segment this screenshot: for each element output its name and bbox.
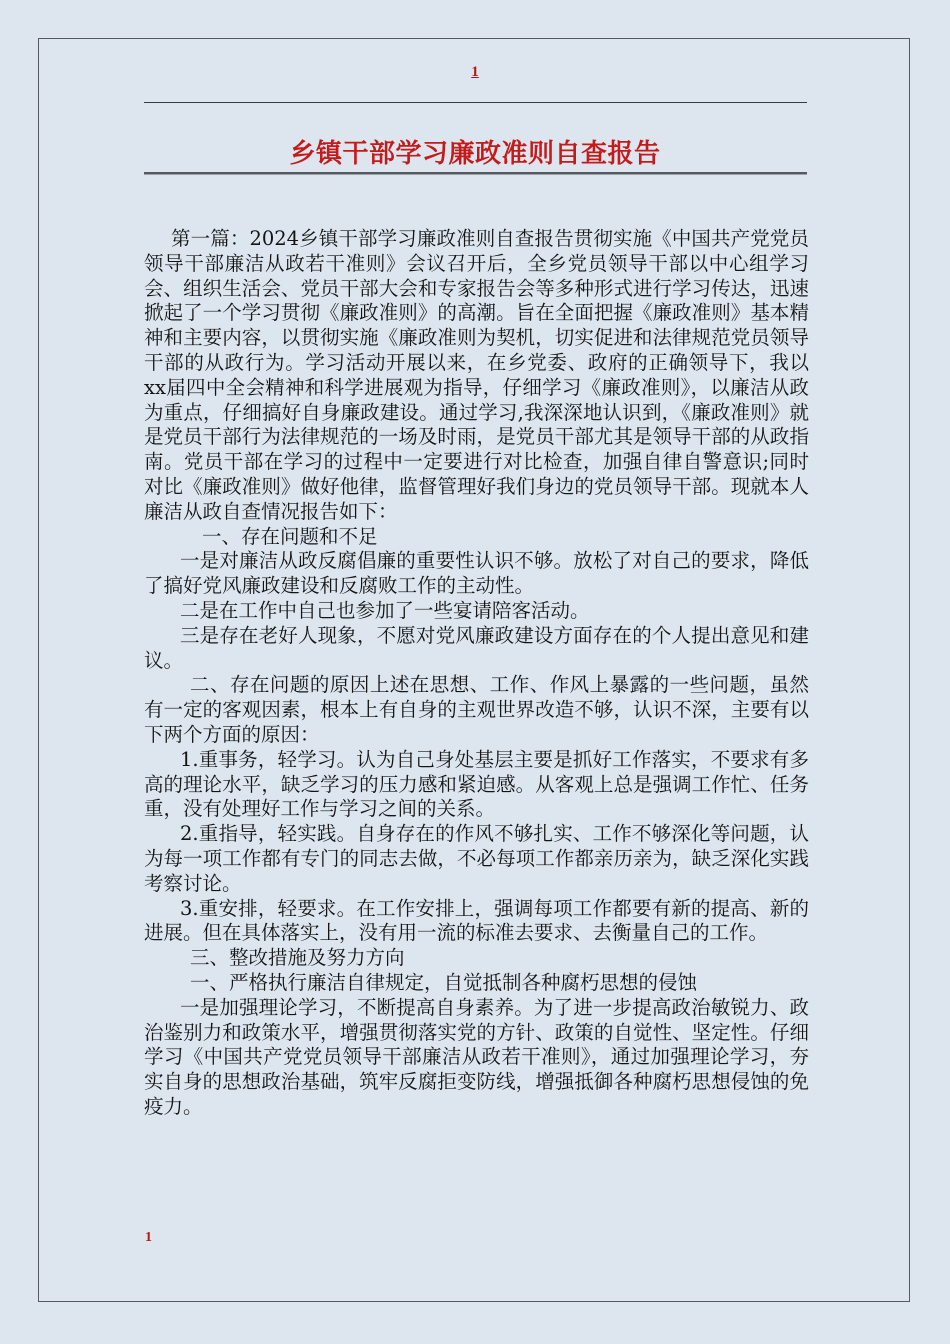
- header-divider: [144, 102, 807, 103]
- footer-page-number: 1: [145, 1230, 152, 1245]
- list-item: 2.重指导，轻实践。自身存在的作风不够扎实、工作不够深化等问题，认为每一项工作都有专门的同志去做，不必每项工作都亲历亲为，缺乏深化实践考察讨论。: [144, 822, 809, 895]
- document-title: 乡镇干部学习廉政准则自查报告: [289, 139, 661, 169]
- header-page-number: 1: [471, 64, 479, 80]
- paragraph-intro: 第一篇：2024乡镇干部学习廉政准则自查报告贯彻实施《中国共产党党员领导干部廉洁从政若干准则》会议召开后，全乡党员领导干部以中心组学习会、组织生活会、党员干部大会和专家报告会等多种形式进行学习传达，迅速掀起了一个学习贯彻《廉政准则》的高潮。旨在全面把握《廉政准则》基本精神和主要内容，以贯彻实施《廉政准则为契机，切实促进和法律规范党员领导干部的从政行为。学习活动开展以来，在乡党委、政府的正确领导下，我以xx届四中全会精神和科学进展观为指导，仔细学习《廉政准则》，以廉洁从政为重点，仔细搞好自身廉政建设。通过学习,我深深地认识到，《廉政准则》就是党员干部行为法律规范的一场及时雨，是党员干部尤其是领导干部的从政指南。党员干部在学习的过程中一定要进行对比检查，加强自律自警意识;同时对比《廉政准则》做好他律，监督管理好我们身边的党员领导干部。现就本人廉洁从政自查情况报告如下：: [144, 227, 809, 523]
- paragraph: 一是加强理论学习，不断提高自身素养。为了进一步提高政治敏锐力、政治鉴别力和政策水平，增强贯彻落实党的方针、政策的自觉性、坚定性。仔细学习《中国共产党党员领导干部廉洁从政若干准则》，通过加强理论学习，夯实自身的思想政治基础，筑牢反腐拒变防线，增强抵御各种腐朽思想侵蚀的免疫力。: [144, 995, 809, 1118]
- section-heading: 一、存在问题和不足: [202, 524, 378, 548]
- section-heading: 三、整改措施及努力方向: [190, 946, 405, 970]
- list-item: 1.重事务，轻学习。认为自己身处基层主要是抓好工作落实，不要求有多高的理论水平，缺乏学习的压力感和紧迫感。从客观上总是强调工作忙、任务重，没有处理好工作与学习之间的关系。: [144, 747, 809, 821]
- title-divider: [144, 172, 807, 175]
- section-heading-paragraph: 二、存在问题的原因上述在思想、工作、作风上暴露的一些问题，虽然有一定的客观因素，根本上有自身的主观世界改造不够，认识不深，主要有以下两个方面的原因：: [144, 673, 809, 746]
- paragraph: 二是在工作中自己也参加了一些宴请陪客活动。: [180, 598, 590, 622]
- document-body: [144, 227, 809, 1120]
- paragraph: 三是存在老好人现象，不愿对党风廉政建设方面存在的个人提出意见和建议。: [144, 623, 809, 672]
- subsection-heading: 一、严格执行廉洁自律规定，自觉抵制各种腐朽思想的侵蚀: [190, 970, 698, 994]
- list-item: 3.重安排，轻要求。在工作安排上，强调每项工作都要有新的提高、新的进展。但在具体落实上，没有用一流的标准去要求、去衡量自己的工作。: [144, 896, 809, 945]
- paragraph: 一是对廉洁从政反腐倡廉的重要性认识不够。放松了对自己的要求，降低了搞好党风廉政建设和反腐败工作的主动性。: [144, 549, 809, 598]
